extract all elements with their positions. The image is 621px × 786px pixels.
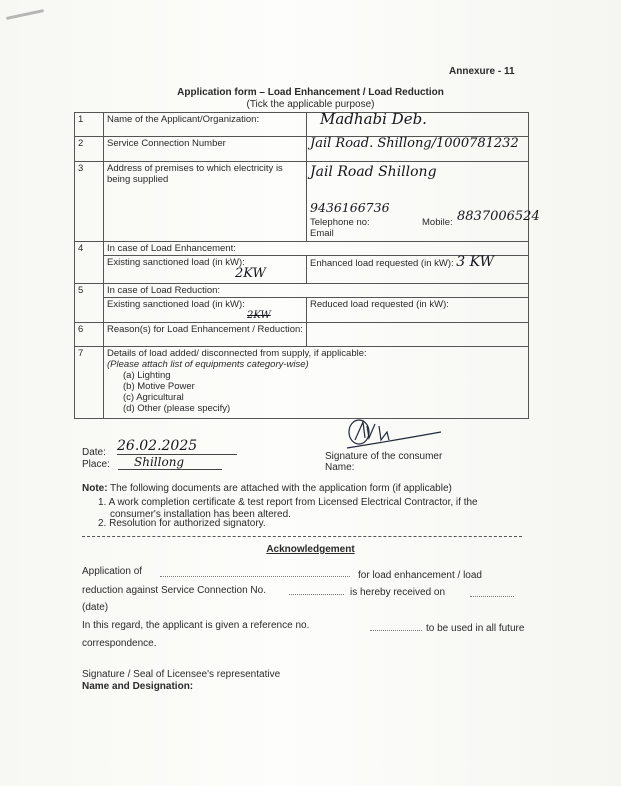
- ack-line-4a: In this regard, the applicant is given a reference no.: [82, 620, 310, 631]
- reason-label: Reason(s) for Load Enhancement / Reduction:: [104, 323, 307, 347]
- mobile-value: 8837006524: [457, 209, 540, 224]
- place-label: Place:: [82, 459, 110, 470]
- ack-reference-blank[interactable]: [370, 630, 422, 631]
- ack-line-1a: Application of: [82, 566, 143, 577]
- ack-heading: Acknowledgement: [266, 544, 355, 555]
- table-row: [75, 137, 529, 162]
- telephone-value: 9436166736: [310, 200, 390, 215]
- form-subtitle: (Tick the applicable purpose): [246, 99, 375, 110]
- table-row: [75, 256, 529, 284]
- load-reduction-label: In case of Load Reduction:: [104, 284, 529, 298]
- reason-cell[interactable]: [307, 323, 529, 347]
- row-number: 3: [75, 162, 104, 242]
- red-existing-cell[interactable]: [104, 298, 307, 323]
- red-existing-value: 2KW: [247, 310, 271, 321]
- mobile-label: Mobile:: [422, 217, 453, 228]
- table-row: [75, 284, 529, 298]
- ack-line-2b: is hereby received on: [350, 587, 446, 598]
- name-label: Name:: [325, 462, 355, 473]
- row-number: 7: [75, 347, 104, 419]
- table-row: [75, 162, 529, 242]
- address-value: Jail Road Shillong: [310, 164, 437, 180]
- ack-line-4b: to be used in all future: [426, 623, 525, 634]
- row-number: 5: [75, 284, 104, 323]
- red-requested-label: Reduced load requested (in kW):: [310, 299, 449, 310]
- load-details-label: Details of load added/ disconnected from supply, if applicable:: [107, 348, 367, 359]
- ack-line-1b: for load enhancement / load: [358, 570, 482, 581]
- row-number: 1: [75, 113, 104, 137]
- attach-note: (Please attach list of equipments category-wise): [107, 359, 309, 370]
- service-connection-label: Service Connection Number: [104, 137, 307, 162]
- licensee-signature-label: Signature / Seal of Licensee's representative: [82, 669, 281, 680]
- note-text: The following documents are attached with the application form (if applicable): [110, 483, 452, 494]
- enh-existing-label: Existing sanctioned load (in kW):: [107, 257, 245, 268]
- ack-date-blank[interactable]: [470, 596, 514, 597]
- row-number: 6: [75, 323, 104, 347]
- note-item-2: 2. Resolution for authorized signatory.: [98, 518, 266, 529]
- enh-existing-cell[interactable]: [104, 256, 307, 284]
- annexure-label: Annexure - 11: [449, 66, 515, 77]
- ink-smudge: [6, 9, 44, 20]
- form-title: Application form – Load Enhancement / Load Reduction: [177, 87, 444, 98]
- note-label: Note:: [82, 483, 108, 494]
- enh-requested-label: Enhanced load requested (in kW):: [310, 258, 454, 269]
- note-item-1: 1. A work completion certificate & test report from Licensed Electrical Contractor, if the consumer's installation has been altered.: [98, 497, 478, 520]
- date-label: Date:: [82, 447, 106, 458]
- date-value[interactable]: 26.02.2025: [117, 438, 237, 455]
- load-details-cell: [104, 347, 529, 419]
- telephone-label: Telephone no:: [310, 217, 370, 228]
- ack-connection-blank[interactable]: [289, 594, 344, 595]
- table-row: [75, 323, 529, 347]
- row-number: 2: [75, 137, 104, 162]
- table-row: [75, 298, 529, 323]
- email-label: Email: [310, 228, 334, 239]
- name-designation-label: Name and Designation:: [82, 681, 194, 692]
- row-number: 4: [75, 242, 104, 284]
- ack-line-5: correspondence.: [82, 638, 157, 649]
- category-lighting[interactable]: (a) Lighting: [123, 370, 171, 381]
- enh-requested-cell[interactable]: [307, 256, 529, 284]
- divider: [82, 536, 522, 537]
- red-requested-cell[interactable]: [307, 298, 529, 323]
- address-cell[interactable]: [307, 162, 540, 242]
- table-row: [75, 113, 529, 137]
- load-enhancement-label: In case of Load Enhancement:: [104, 242, 529, 256]
- service-connection-value: Jail Road. Shillong/1000781232: [310, 136, 519, 151]
- category-motive-power[interactable]: (b) Motive Power: [123, 381, 195, 392]
- enh-requested-value: 3 KW: [456, 254, 494, 270]
- applicant-name-label: Name of the Applicant/Organization:: [104, 113, 307, 137]
- category-other[interactable]: (d) Other (please specify): [123, 403, 231, 414]
- ack-line-3: (date): [82, 602, 109, 613]
- consumer-signature-icon: [345, 414, 445, 452]
- table-row: [75, 347, 529, 419]
- applicant-name-value: Madhabi Deb.: [320, 110, 427, 128]
- applicant-name-cell[interactable]: [307, 110, 529, 137]
- red-existing-label: Existing sanctioned load (in kW):: [107, 299, 245, 310]
- application-table: [74, 110, 540, 419]
- ack-line-2a: reduction against Service Connection No.: [82, 585, 266, 596]
- category-agricultural[interactable]: (c) Agricultural: [123, 392, 184, 403]
- place-value[interactable]: Shillong: [118, 455, 222, 470]
- enh-existing-value: 2KW: [235, 266, 266, 281]
- service-connection-cell[interactable]: [307, 137, 529, 162]
- category-list: [107, 370, 525, 414]
- ack-applicant-blank[interactable]: [160, 576, 350, 577]
- signature-label: Signature of the consumer: [325, 451, 443, 462]
- address-label: Address of premises to which electricity is being supplied: [104, 162, 307, 242]
